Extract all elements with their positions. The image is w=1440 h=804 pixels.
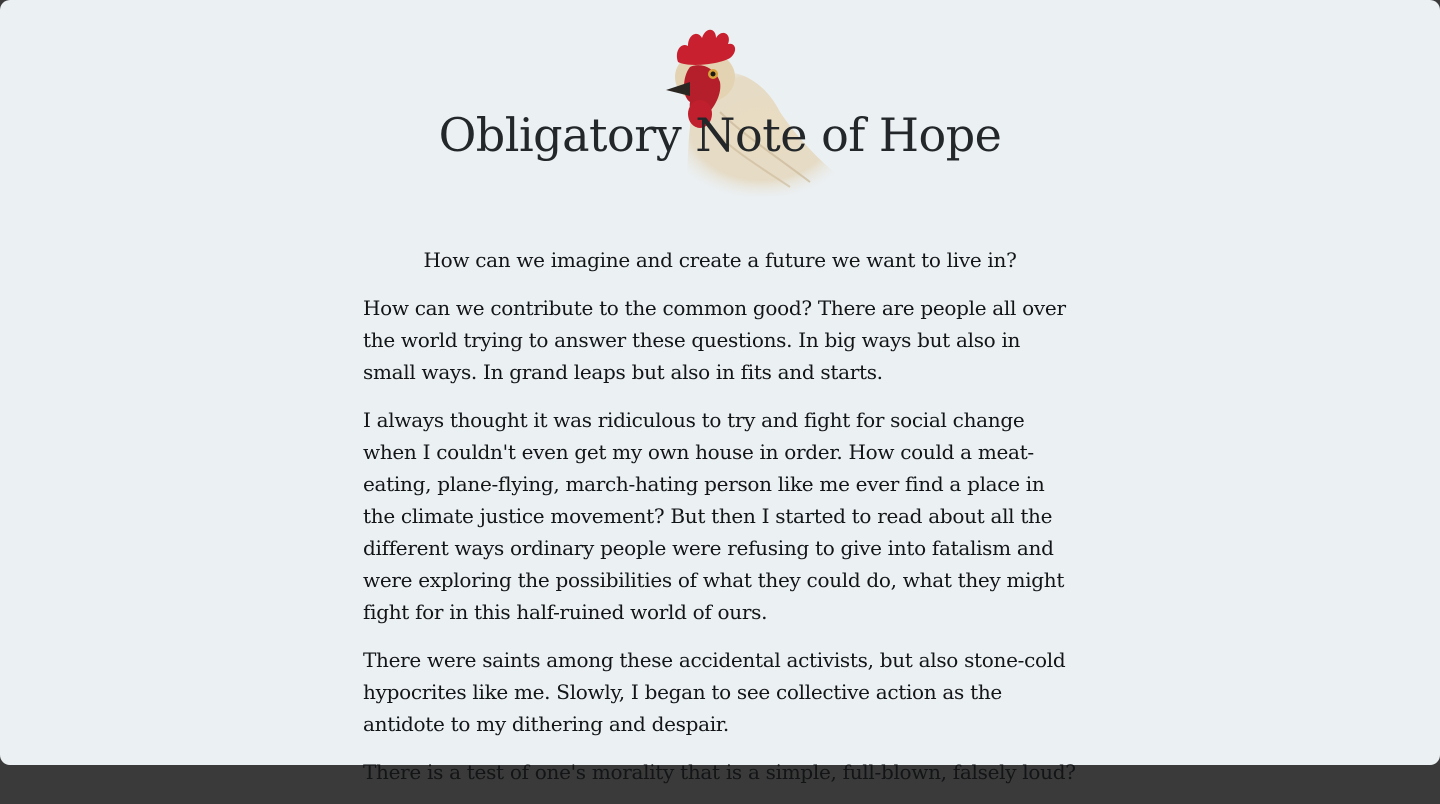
page-title: Obligatory Note of Hope xyxy=(438,108,1002,162)
article-body xyxy=(363,244,1077,804)
article-paragraph: How can we imagine and create a future we want to live in? xyxy=(423,248,1017,272)
article-paragraph: There is a test of one's morality that is a simple, full-blown, falsely loud? xyxy=(363,760,1076,784)
article-paragraph: I always thought it was ridiculous to try and fight for social change when I couldn't even get my own house in order. How could a meat-eating, plane-flying, march-hating person like me ever find a place in the climate justice movement? But then I started to read about all the different ways ordinary people were refusing to give into fatalism and were exploring the possibilities of what they could do, what they might fight for in this half-ruined world of ours. xyxy=(363,408,1065,624)
article-paragraph: There were saints among these accidental activists, but also stone-cold hypocrites like me. Slowly, I began to see collective action as the antidote to my dithering and despair. xyxy=(363,648,1066,736)
article-paragraph: How can we contribute to the common good? There are people all over the world trying to answer these questions. In big ways but also in small ways. In grand leaps but also in fits and starts. xyxy=(363,296,1066,384)
page-header xyxy=(0,0,1440,210)
